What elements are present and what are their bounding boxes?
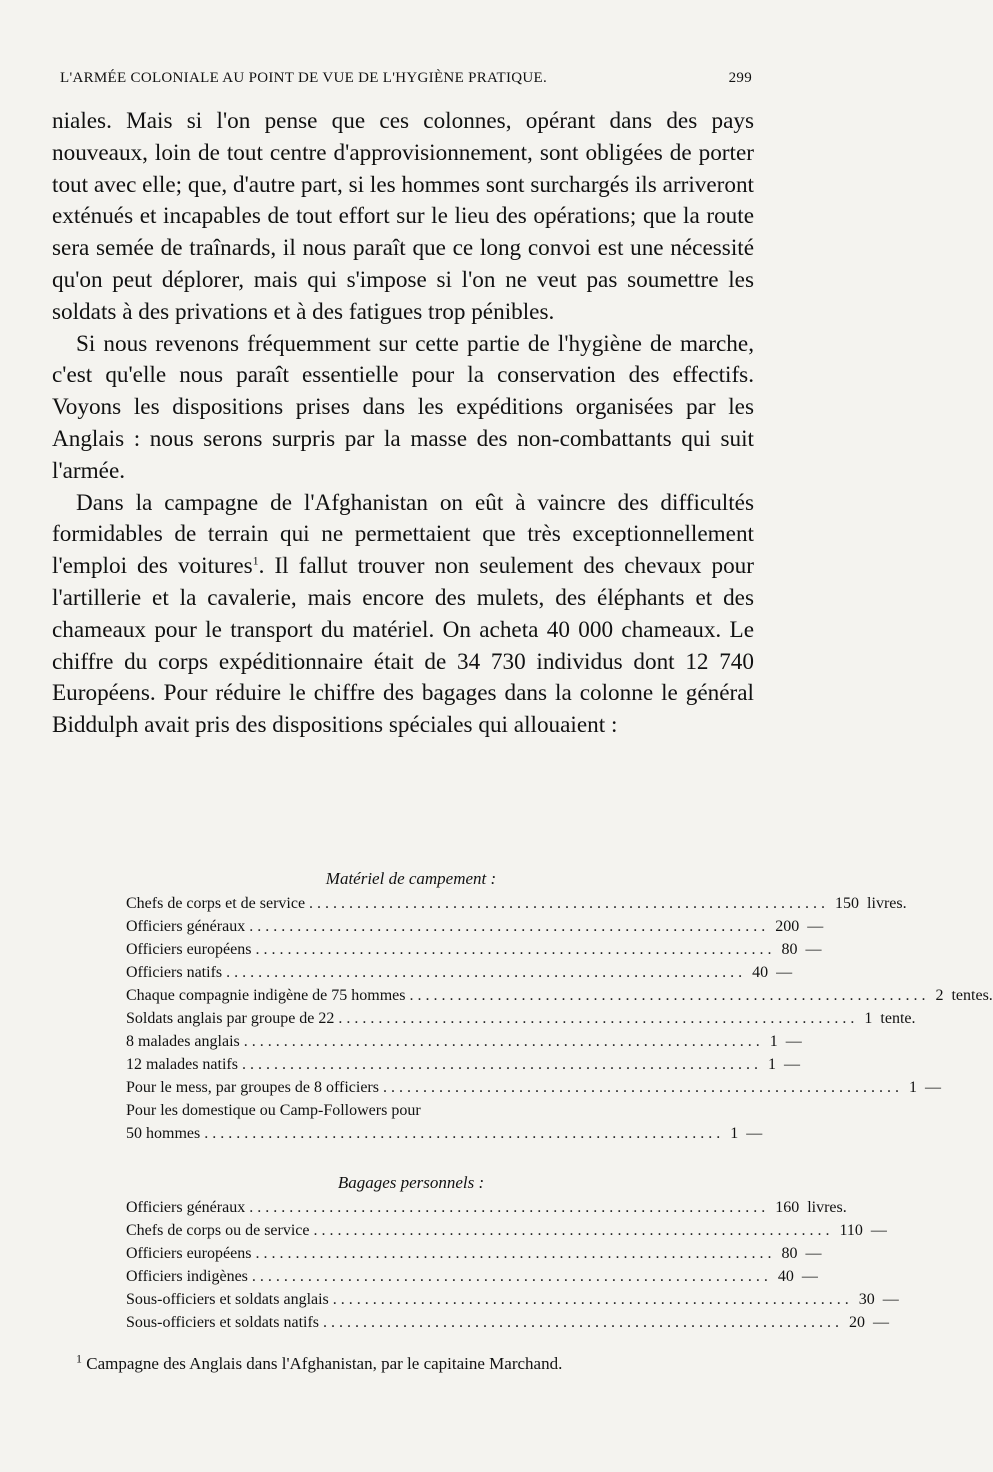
row-label: Officiers européens	[126, 941, 252, 958]
materiel-section	[126, 866, 993, 1145]
materiel-list	[126, 892, 993, 1099]
list-item	[126, 1288, 899, 1311]
list-item	[126, 1076, 941, 1099]
row-unit: —	[801, 1268, 818, 1285]
row-value: 80	[781, 1245, 798, 1262]
row-label: Officiers généraux	[126, 918, 246, 935]
row-unit: —	[807, 918, 824, 935]
list-item	[126, 1242, 822, 1265]
row-unit: —	[882, 1291, 899, 1308]
row-label: Soldats anglais par groupe de 22	[126, 1010, 335, 1027]
list-item	[126, 961, 793, 984]
row-unit: tentes.	[951, 987, 993, 1004]
leader-dots: .................................................................	[241, 1056, 762, 1073]
paragraph-1: niales. Mais si l'on pense que ces colonnes, opérant dans des pays nouveaux, loin de tout centre d'approvisionnement, sont obligées de porter tout avec elle; que, d'autre part, si les hommes sont surchargés ils arriveront exténués et incapables de tout effort sur le lieu des opérations; que la route sera semée de traînards, il nous paraît que ce long convoi est une nécessité qu'on peut déplorer, mais qui s'impose si l'on ne veut pas soumettre les soldats à des privations et à des fatigues trop pénibles.	[52, 108, 754, 325]
row-value: 40	[777, 1268, 794, 1285]
row-unit: —	[746, 1125, 763, 1142]
page-number: 299	[728, 70, 752, 86]
list-item	[126, 938, 822, 961]
row-unit: —	[805, 941, 822, 958]
row-value: 1	[908, 1079, 917, 1096]
row-value: 1	[864, 1010, 873, 1027]
row-unit: livres.	[807, 1199, 847, 1216]
bagages-section	[126, 1170, 899, 1334]
paragraph-3-part-2: . Il fallut trouver non seulement des chevaux pour l'artillerie et la cavalerie, mais encore des mulets, des éléphants et des chameaux pour le transport du matériel. On acheta 40 000 chameaux. Le chiffre du corps expéditionnaire était de 34 730 individus dont 12 740 Européens. Pour réduire le chiffre des bagages dans la colonne le général Biddulph avait pris des dispositions spéciales qui allouaient :	[52, 553, 754, 739]
leader-dots: .................................................................	[338, 1010, 859, 1027]
leader-dots: .................................................................	[313, 1222, 834, 1239]
row-value: 160	[775, 1199, 800, 1216]
bagages-title: Bagages personnels :	[337, 1173, 485, 1192]
row-label: Chefs de corps ou de service	[126, 1222, 310, 1239]
row-unit: —	[873, 1314, 890, 1331]
row-unit: —	[776, 964, 793, 981]
row-label: Officiers indigènes	[126, 1268, 248, 1285]
row-unit: tente.	[880, 1010, 916, 1027]
list-item	[126, 892, 907, 915]
list-item	[126, 1053, 800, 1076]
row-unit: —	[785, 1033, 802, 1050]
row-label: Sous-officiers et soldats anglais	[126, 1291, 329, 1308]
row-value: 1	[767, 1056, 776, 1073]
footnote	[76, 1352, 766, 1376]
row-value: 1	[769, 1033, 778, 1050]
footnote-text: Campagne des Anglais dans l'Afghanistan, par le capitaine Marchand.	[86, 1354, 563, 1373]
list-item	[126, 1219, 887, 1242]
footnote-marker: 1	[76, 1351, 82, 1366]
list-item	[126, 1311, 890, 1334]
row-value: 30	[858, 1291, 875, 1308]
row-value: 40	[752, 964, 769, 981]
leader-dots: .................................................................	[255, 1245, 776, 1262]
list-item	[126, 1196, 847, 1219]
row-value: 110	[839, 1222, 863, 1239]
row-label: 12 malades natifs	[126, 1056, 238, 1073]
paragraph-3-part-1: Dans la campagne de l'Afghanistan on eût à vaincre des difficultés formidables de terrain qui ne permettaient que très exceptionnellement l'emploi des voitures	[52, 489, 754, 580]
row-label: 8 malades anglais	[126, 1033, 240, 1050]
row-label: Sous-officiers et soldats natifs	[126, 1314, 320, 1331]
leader-dots: .................................................................	[243, 1033, 764, 1050]
row-unit: livres.	[867, 895, 907, 912]
row-unit: —	[805, 1245, 822, 1262]
row-label-line1: Pour les domestique ou Camp-Followers pour	[126, 1102, 421, 1119]
leader-dots: .................................................................	[309, 895, 830, 912]
row-label: Chaque compagnie indigène de 75 hommes	[126, 987, 406, 1004]
list-item	[126, 915, 824, 938]
row-label: Officiers natifs	[126, 964, 223, 981]
row-value: 20	[849, 1314, 866, 1331]
leader-dots: .................................................................	[249, 1199, 770, 1216]
leader-dots: .................................................................	[204, 1125, 725, 1142]
list-item	[126, 1030, 802, 1053]
row-label: Officiers européens	[126, 1245, 252, 1262]
row-value: 2	[935, 987, 944, 1004]
row-unit: —	[870, 1222, 887, 1239]
row-line2	[126, 1122, 763, 1145]
running-title: L'ARMÉE COLONIALE AU POINT DE VUE DE L'HYGIÈNE PRATIQUE.	[60, 70, 548, 86]
row-label-line2: 50 hommes	[126, 1125, 201, 1142]
leader-dots: .................................................................	[409, 987, 930, 1004]
footnote-reference: 1	[252, 553, 259, 568]
running-header	[60, 70, 752, 87]
materiel-title: Matériel de campement :	[325, 869, 497, 888]
paragraph-2: Si nous revenons fréquemment sur cette partie de l'hygiène de marche, c'est qu'elle nous paraît essentielle pour la conservation des effectifs. Voyons les dispositions prises dans les expéditions organisées par les Anglais : nous serons surpris par la masse des non-combattants qui suit l'armée.	[52, 330, 754, 484]
leader-dots: .................................................................	[226, 964, 747, 981]
row-label: Officiers généraux	[126, 1199, 246, 1216]
row-label: Chefs de corps et de service	[126, 895, 306, 912]
list-item	[126, 1265, 818, 1288]
leader-dots: .................................................................	[382, 1079, 903, 1096]
main-text	[52, 106, 754, 742]
paragraph-3	[52, 488, 754, 742]
row-value: 80	[781, 941, 798, 958]
bagages-list	[126, 1196, 899, 1334]
list-item	[126, 1099, 763, 1145]
leader-dots: .................................................................	[332, 1291, 853, 1308]
leader-dots: .................................................................	[323, 1314, 844, 1331]
leader-dots: .................................................................	[249, 918, 770, 935]
list-item	[126, 1007, 916, 1030]
row-label: Pour le mess, par groupes de 8 officiers	[126, 1079, 379, 1096]
row-unit: —	[924, 1079, 941, 1096]
row-value: 150	[835, 895, 860, 912]
row-value: 200	[775, 918, 800, 935]
leader-dots: .................................................................	[251, 1268, 772, 1285]
row-value: 1	[730, 1125, 739, 1142]
list-item	[126, 984, 993, 1007]
leader-dots: .................................................................	[255, 941, 776, 958]
row-unit: —	[783, 1056, 800, 1073]
